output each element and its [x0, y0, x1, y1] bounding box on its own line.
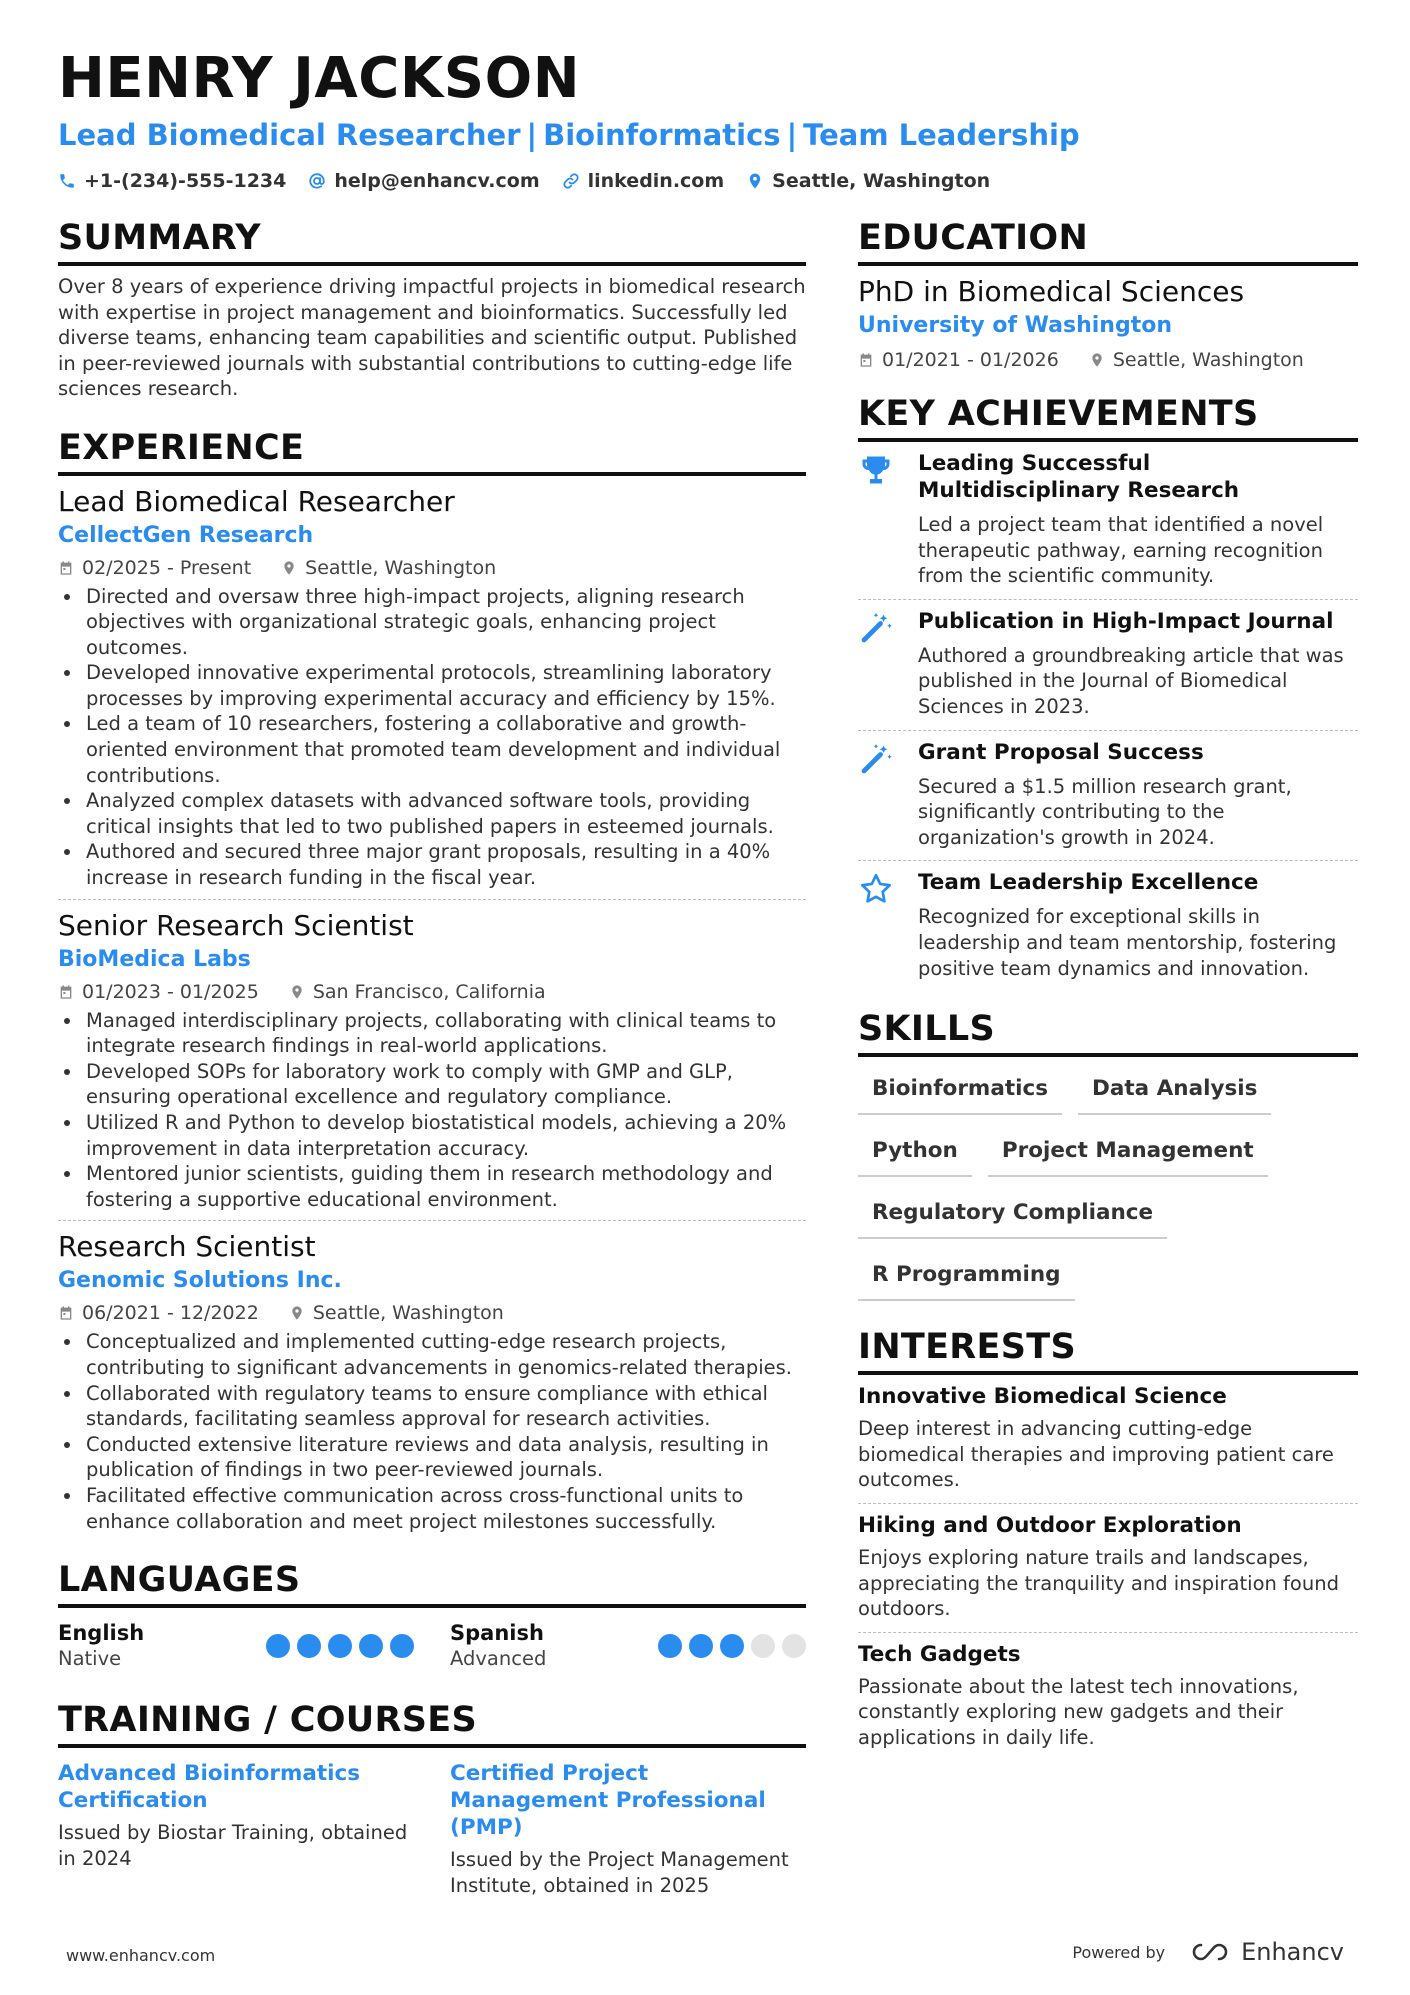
- section-title: KEY ACHIEVEMENTS: [858, 394, 1358, 442]
- interests-section: [858, 1327, 1358, 1760]
- languages-list: [58, 1620, 806, 1672]
- job-title: Senior Research Scientist: [58, 908, 414, 942]
- job-entry: [58, 899, 806, 1221]
- contact-location: [746, 170, 990, 192]
- phone-icon: [58, 172, 76, 190]
- headline-trait: Team Leadership: [803, 118, 1080, 152]
- location-text: Seattle, Washington: [772, 170, 991, 192]
- section-title: INTERESTS: [858, 1327, 1358, 1375]
- job-title: Lead Biomedical Researcher: [58, 484, 455, 518]
- education-section: [858, 218, 1358, 374]
- section-title: EDUCATION: [858, 218, 1358, 266]
- job-meta: [58, 978, 806, 1006]
- job-title: Research Scientist: [58, 1230, 316, 1264]
- skill-tag: Bioinformatics: [858, 1071, 1062, 1115]
- achievement-item: [858, 599, 1358, 730]
- education-location: [1089, 346, 1304, 374]
- section-title: EXPERIENCE: [58, 428, 806, 476]
- job-entry: [58, 476, 806, 899]
- job-location: [289, 1299, 504, 1327]
- language-level: Native: [58, 1647, 122, 1671]
- achievement-title: Team Leadership Excellence: [918, 870, 1259, 896]
- bullet-item: Mentored junior scientists, guiding them in research methodology and fostering a supportive educational environment.: [58, 1161, 806, 1212]
- calendar-icon: [58, 984, 74, 1000]
- footer-website[interactable]: www.enhancv.com: [66, 1946, 216, 1965]
- contact-email[interactable]: [308, 170, 539, 192]
- job-dates: [58, 978, 259, 1006]
- trophy-icon: [858, 452, 894, 488]
- location-pin-icon: [1089, 352, 1105, 368]
- calendar-icon: [858, 352, 874, 368]
- job-location-text: Seattle, Washington: [305, 556, 497, 579]
- star-icon: [858, 871, 894, 907]
- bullet-item: Authored and secured three major grant proposals, resulting in a 40% increase in research funding in the fiscal year.: [58, 839, 806, 890]
- language-level: Advanced: [450, 1647, 547, 1671]
- phone-text: +1-(234)-555-1234: [84, 170, 287, 192]
- summary-text: Over 8 years of experience driving impactful projects in biomedical research with expertise in project management and bioinformatics. Successfully led diverse teams, enhancing team capabilities and scientific output. Published in peer-reviewed journals with substantial contributions to cutting-edge life sciences research.: [58, 275, 806, 400]
- enhancv-logo-icon: [1187, 1939, 1233, 1965]
- job-bullets: [58, 584, 806, 891]
- job-dates-text: 06/2021 - 12/2022: [82, 1302, 259, 1325]
- achievement-desc: Secured a $1.5 million research grant, significantly contributing to the organization's growth in 2024.: [918, 774, 1292, 849]
- achievement-title: Grant Proposal Success: [918, 739, 1204, 765]
- job-bullets: [58, 1008, 806, 1213]
- bullet-item: Collaborated with regulatory teams to ensure compliance with ethical standards, facilitating seamless approval for research activities.: [58, 1381, 806, 1432]
- course-desc: Issued by Biostar Training, obtained in 2024: [58, 1821, 408, 1871]
- brand-logo[interactable]: [1187, 1938, 1344, 1966]
- job-dates: [58, 1299, 259, 1327]
- interest-item: [858, 1503, 1358, 1632]
- location-pin-icon: [281, 560, 297, 576]
- interest-desc: Deep interest in advancing cutting-edge biomedical therapies and improving patient care outcomes.: [858, 1417, 1334, 1492]
- contact-phone[interactable]: [58, 170, 286, 192]
- bullet-item: Developed SOPs for laboratory work to comply with GMP and GLP, ensuring operational excellence and regulatory compliance.: [58, 1059, 806, 1110]
- email-text: help@enhancv.com: [334, 170, 540, 192]
- achievement-desc: Authored a groundbreaking article that was published in the Journal of Biomedical Sciences in 2023.: [918, 643, 1344, 718]
- company-name: CellectGen Research: [58, 522, 314, 548]
- education-dates: [858, 346, 1059, 374]
- language-rating: [266, 1634, 414, 1658]
- section-title: SKILLS: [858, 1009, 1358, 1057]
- headline: [58, 118, 1080, 152]
- location-pin-icon: [746, 172, 764, 190]
- achievements-section: [858, 394, 1358, 991]
- course-title: Advanced Bioinformatics Certification: [58, 1761, 361, 1814]
- job-dates: [58, 554, 251, 582]
- job-location-text: San Francisco, California: [312, 980, 546, 1003]
- interest-title: Tech Gadgets: [858, 1641, 1021, 1667]
- headline-separator: |: [526, 118, 538, 152]
- job-location: [289, 978, 546, 1006]
- bullet-item: Directed and oversaw three high-impact projects, aligning research objectives with organizational strategic goals, enhancing project outcomes.: [58, 584, 806, 661]
- skill-tag: Data Analysis: [1078, 1071, 1271, 1115]
- experience-section: [58, 428, 806, 1543]
- rating-dot-filled: [297, 1634, 321, 1658]
- bullet-item: Facilitated effective communication across cross-functional units to enhance collaboration and meet project milestones successfully.: [58, 1483, 806, 1534]
- rating-dot-empty: [782, 1634, 806, 1658]
- rating-dot-filled: [328, 1634, 352, 1658]
- job-dates-text: 01/2023 - 01/2025: [82, 980, 259, 1003]
- achievement-title: Leading Successful Multidisciplinary Research: [918, 451, 1240, 503]
- course-item: [450, 1760, 806, 1899]
- language-item: [450, 1620, 806, 1672]
- rating-dot-filled: [689, 1634, 713, 1658]
- rating-dot-filled: [266, 1634, 290, 1658]
- school-name: University of Washington: [858, 313, 1173, 338]
- bullet-item: Developed innovative experimental protocols, streamlining laboratory processes by improving experimental accuracy and efficiency by 15%.: [58, 660, 806, 711]
- job-bullets: [58, 1329, 806, 1534]
- interest-item: [858, 1375, 1358, 1503]
- contact-website[interactable]: [562, 170, 725, 192]
- headline-skill: Bioinformatics: [543, 118, 781, 152]
- section-title: LANGUAGES: [58, 1560, 806, 1608]
- rating-dot-filled: [359, 1634, 383, 1658]
- left-column: [58, 218, 806, 1899]
- achievement-item: [858, 860, 1358, 991]
- job-location-text: Seattle, Washington: [312, 1302, 504, 1325]
- section-title: SUMMARY: [58, 218, 806, 266]
- rating-dot-empty: [751, 1634, 775, 1658]
- training-section: [58, 1700, 806, 1899]
- candidate-name: HENRY JACKSON: [58, 46, 581, 111]
- magic-wand-icon: [858, 610, 894, 646]
- job-meta: [58, 554, 806, 582]
- at-icon: [308, 172, 326, 190]
- bullet-item: Managed interdisciplinary projects, collaborating with clinical teams to integrate research findings in real-world applications.: [58, 1008, 806, 1059]
- bullet-item: Led a team of 10 researchers, fostering a collaborative and growth-oriented environment that promoted team development and individual contributions.: [58, 711, 806, 788]
- job-dates-text: 02/2025 - Present: [82, 556, 252, 579]
- language-name: English: [58, 1621, 145, 1646]
- rating-dot-filled: [720, 1634, 744, 1658]
- course-title: Certified Project Management Professional (PMP): [450, 1761, 766, 1841]
- magic-wand-icon: [858, 741, 894, 777]
- link-icon: [562, 172, 580, 190]
- contact-bar: [58, 170, 990, 192]
- section-title: TRAINING / COURSES: [58, 1700, 806, 1748]
- education-location-text: Seattle, Washington: [1112, 349, 1304, 371]
- interest-item: [858, 1632, 1358, 1761]
- skill-tag: R Programming: [858, 1257, 1075, 1301]
- location-pin-icon: [289, 984, 305, 1000]
- interest-desc: Passionate about the latest tech innovations, constantly exploring new gadgets and their applications in daily life.: [858, 1674, 1299, 1749]
- skills-section: [858, 1009, 1358, 1301]
- calendar-icon: [58, 560, 74, 576]
- company-name: BioMedica Labs: [58, 946, 251, 972]
- job-meta: [58, 1299, 806, 1327]
- brand-name: Enhancv: [1241, 1938, 1344, 1966]
- summary-section: [58, 218, 806, 402]
- calendar-icon: [58, 1305, 74, 1321]
- skills-list: [858, 1071, 1358, 1301]
- company-name: Genomic Solutions Inc.: [58, 1268, 342, 1294]
- job-location: [281, 554, 496, 582]
- achievement-desc: Led a project team that identified a novel therapeutic pathway, earning recognition from the scientific community.: [918, 513, 1324, 588]
- achievement-desc: Recognized for exceptional skills in leadership and team mentorship, fostering positive team dynamics and innovation.: [918, 905, 1337, 980]
- language-item: [58, 1620, 414, 1672]
- language-name: Spanish: [450, 1621, 544, 1646]
- languages-section: [58, 1560, 806, 1672]
- right-column: [858, 218, 1358, 1760]
- location-pin-icon: [289, 1305, 305, 1321]
- courses-list: [58, 1760, 806, 1899]
- achievement-item: [858, 730, 1358, 861]
- interest-desc: Enjoys exploring nature trails and landscapes, appreciating the tranquility and inspiration found outdoors.: [858, 1545, 1339, 1621]
- skill-tag: Project Management: [988, 1133, 1268, 1177]
- course-item: [58, 1760, 414, 1899]
- powered-by-label: Powered by: [1072, 1942, 1166, 1962]
- education-meta: [858, 346, 1358, 374]
- interest-title: Innovative Biomedical Science: [858, 1384, 1227, 1410]
- rating-dot-filled: [658, 1634, 682, 1658]
- bullet-item: Utilized R and Python to develop biostatistical models, achieving a 20% improvement in data interpretation accuracy.: [58, 1110, 806, 1161]
- website-text: linkedin.com: [587, 170, 725, 192]
- achievement-title: Publication in High-Impact Journal: [918, 608, 1334, 634]
- language-rating: [658, 1634, 806, 1658]
- education-dates-text: 01/2021 - 01/2026: [882, 349, 1059, 371]
- skill-tag: Python: [858, 1133, 972, 1177]
- footer-branding: [1072, 1938, 1344, 1966]
- headline-role: Lead Biomedical Researcher: [58, 118, 521, 152]
- job-entry: [58, 1220, 806, 1542]
- degree-title: PhD in Biomedical Sciences: [858, 275, 1245, 308]
- interest-title: Hiking and Outdoor Exploration: [858, 1512, 1242, 1538]
- bullet-item: Analyzed complex datasets with advanced software tools, providing critical insights that led to two published papers in esteemed journals.: [58, 788, 806, 839]
- headline-separator: |: [786, 118, 798, 152]
- course-desc: Issued by the Project Management Institute, obtained in 2025: [450, 1848, 789, 1898]
- achievement-item: [858, 442, 1358, 599]
- rating-dot-filled: [390, 1634, 414, 1658]
- skill-tag: Regulatory Compliance: [858, 1195, 1167, 1239]
- bullet-item: Conducted extensive literature reviews and data analysis, resulting in publication of findings in two peer-reviewed journals.: [58, 1432, 806, 1483]
- bullet-item: Conceptualized and implemented cutting-edge research projects, contributing to significant advancements in genomics-related therapies.: [58, 1329, 806, 1380]
